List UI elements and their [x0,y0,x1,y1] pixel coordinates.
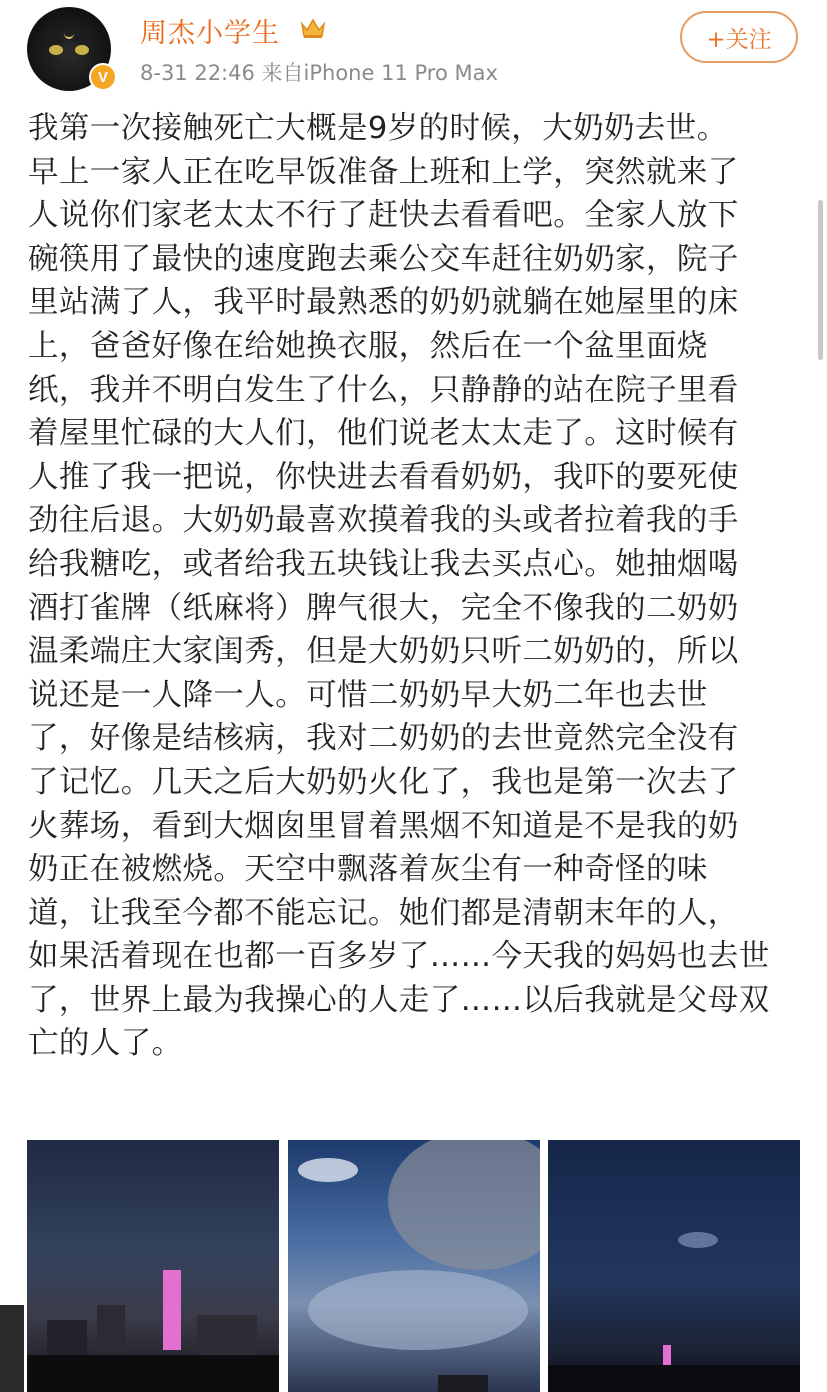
post-text-line: 人说你们家老太太不行了赶快去看看吧。全家人放下 [28,198,739,234]
cat-ear-right [73,22,99,47]
moon-icon [64,27,74,39]
post-text-line: 火葬场，看到大烟囱里冒着黑烟不知道是不是我的奶 [28,808,739,844]
post-text-line: 说还是一人降一人。可惜二奶奶早大奶二年也去世 [28,677,708,713]
post-text-line: 酒打雀牌（纸麻将）脾气很大，完全不像我的二奶奶 [28,590,739,626]
post-text-line: 里站满了人，我平时最熟悉的奶奶就躺在她屋里的床 [28,285,739,321]
photo-thumbnail-1[interactable] [27,1140,279,1392]
photo-thumbnail-3[interactable] [548,1140,800,1392]
photo-grid [0,1140,827,1392]
post-header [0,0,827,100]
verified-badge-icon: V [89,63,117,91]
post-text-line: 碗筷用了最快的速度跑去乘公交车赶往奶奶家，院子 [28,241,739,277]
scrollbar[interactable] [818,200,823,360]
username[interactable]: 周杰小学生 [140,18,280,49]
post-text-line: 纸，我并不明白发生了什么，只静静的站在院子里看 [28,372,739,408]
post-text-line: 温柔端庄大家闺秀，但是大奶奶只听二奶奶的，所以 [28,634,739,670]
cat-eye-left [49,45,63,55]
post-text-line: 亡的人了。 [28,1026,183,1062]
post-text-line: 上，爸爸好像在给她换衣服，然后在一个盆里面烧 [28,328,708,364]
post-text-line: 人推了我一把说，你快进去看看奶奶，我吓的要死使 [28,459,739,495]
post-text-line: 早上一家人正在吃早饭准备上班和上学，突然就来了 [28,154,739,190]
follow-button[interactable]: +关注 [680,11,798,63]
night-skyline-image [27,1140,279,1392]
post-text-line: 如果活着现在也都一百多岁了……今天我的妈妈也去世 [28,939,770,975]
post-meta: 8-31 22:46 来自iPhone 11 Pro Max [140,61,498,85]
photo-thumbnail-2[interactable] [288,1140,540,1392]
crown-icon [300,16,326,40]
post-text-line: 了，世界上最为我操心的人走了……以后我就是父母双 [28,982,770,1018]
cat-ear-left [39,22,65,47]
post-text-line: 道，让我至今都不能忘记。她们都是清朝末年的人， [28,895,739,931]
post-text [28,107,803,1066]
post-text-line: 着屋里忙碌的大人们，他们说老太太走了。这时候有 [28,416,739,452]
cat-eye-right [75,45,89,55]
post-text-line: 我第一次接触死亡大概是9岁的时候，大奶奶去世。 [28,111,728,146]
post-text-line: 给我糖吃，或者给我五块钱让我去买点心。她抽烟喝 [28,546,739,582]
adjacent-image-strip [0,1305,24,1392]
post-text-line: 了记忆。几天之后大奶奶火化了，我也是第一次去了 [28,764,739,800]
cloudy-sky-image [288,1140,540,1392]
post-text-line: 了，好像是结核病，我对二奶奶的去世竟然完全没有 [28,721,739,757]
post-text-line: 奶正在被燃烧。天空中飘落着灰尘有一种奇怪的味 [28,852,708,888]
post-text-line: 劲往后退。大奶奶最喜欢摸着我的头或者拉着我的手 [28,503,739,539]
dusk-sky-image [548,1140,800,1392]
